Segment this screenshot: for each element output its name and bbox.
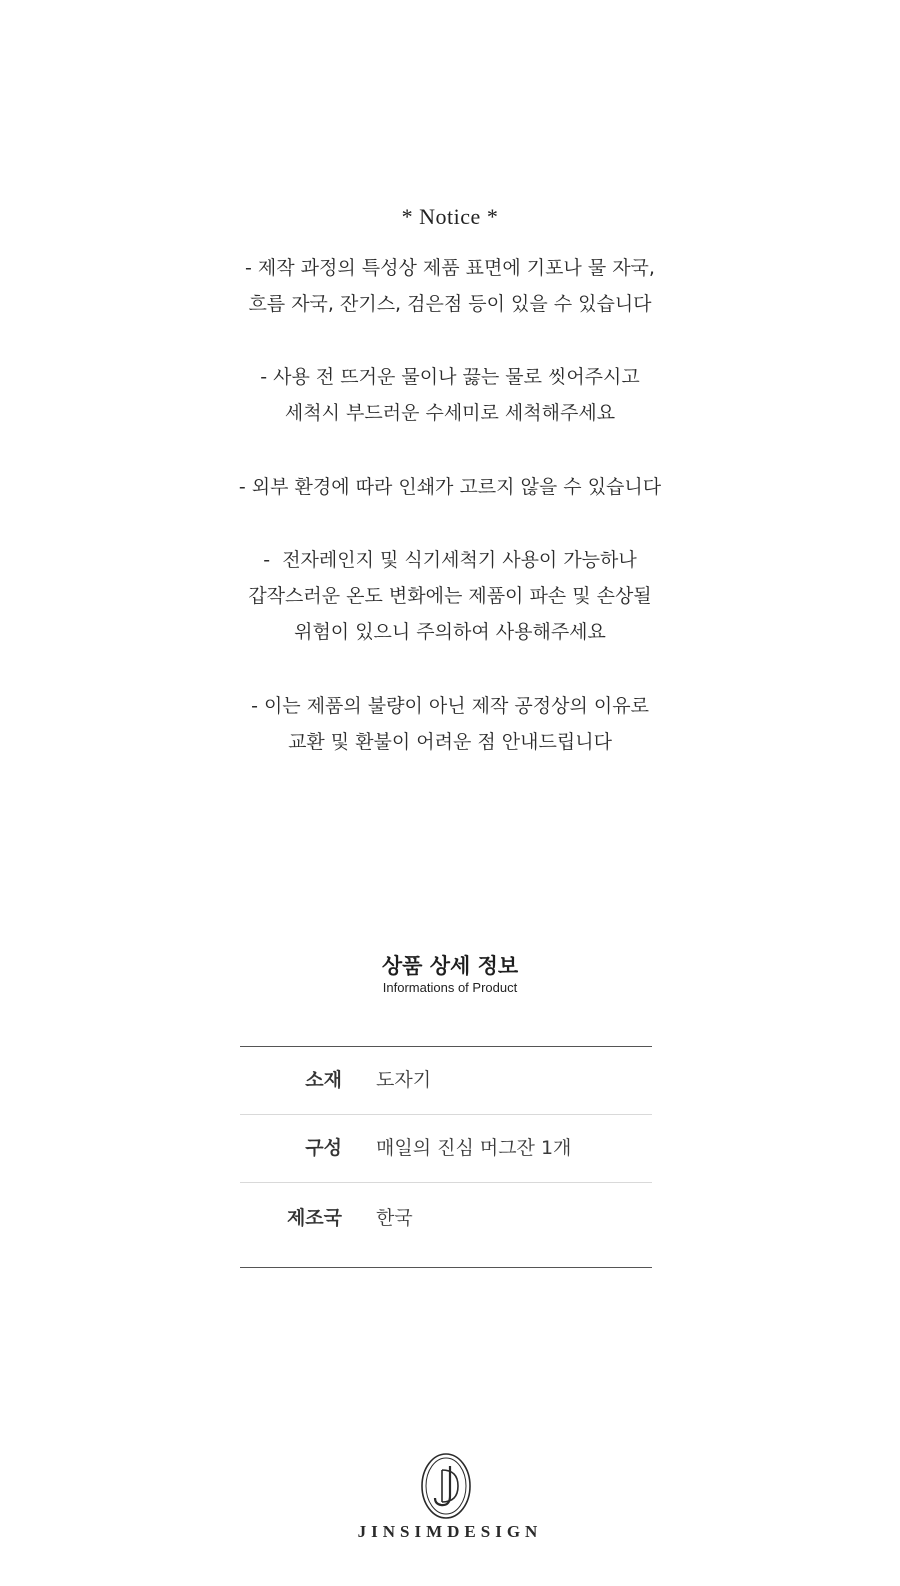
notice-line: 세척시 부드러운 수세미로 세척해주세요 <box>284 402 616 424</box>
notice-item-refund-policy <box>0 688 900 760</box>
notice-item-printing <box>0 469 900 505</box>
jd-monogram-icon <box>420 1452 472 1520</box>
notice-line: 위험이 있으니 주의하여 사용해주세요 <box>294 621 606 643</box>
notice-line: - 외부 환경에 따라 인쇄가 고르지 않을 수 있습니다 <box>238 476 662 498</box>
spec-value: 매일의 진심 머그잔 1개 <box>376 1137 572 1159</box>
notice-line: 갑작스러운 온도 변화에는 제품이 파손 및 손상될 <box>248 585 652 607</box>
notice-item-washing <box>0 359 900 431</box>
notice-line: - 제작 과정의 특성상 제품 표면에 기포나 물 자국, <box>245 257 655 279</box>
notice-item-imperfections <box>0 250 900 322</box>
notice-line: - 사용 전 뜨거운 물이나 끓는 물로 씻어주시고 <box>260 366 640 388</box>
spec-label: 소재 <box>305 1069 342 1091</box>
notice-item-microwave <box>0 542 900 650</box>
notice-line: 흐름 자국, 잔기스, 검은점 등이 있을 수 있습니다 <box>248 293 652 315</box>
spec-value: 도자기 <box>376 1069 432 1091</box>
spec-table <box>240 1046 652 1268</box>
spec-label: 제조국 <box>286 1207 342 1229</box>
spec-row-composition <box>240 1115 652 1183</box>
notice-line: - 전자레인지 및 식기세척기 사용이 가능하나 <box>263 549 637 571</box>
spec-subtitle: Informations of Product <box>382 980 518 995</box>
spec-title: 상품 상세 정보 <box>381 954 519 978</box>
brand-name: JINSIMDESIGN <box>357 1522 543 1541</box>
notice-line: 교환 및 환불이 어려운 점 안내드립니다 <box>288 731 612 753</box>
spec-row-material <box>240 1047 652 1115</box>
spec-row-origin <box>240 1183 652 1267</box>
notice-title: * Notice * <box>401 204 499 229</box>
spec-label: 구성 <box>305 1137 342 1159</box>
spec-value: 한국 <box>376 1207 413 1229</box>
notice-line: - 이는 제품의 불량이 아닌 제작 공정상의 이유로 <box>251 695 649 717</box>
